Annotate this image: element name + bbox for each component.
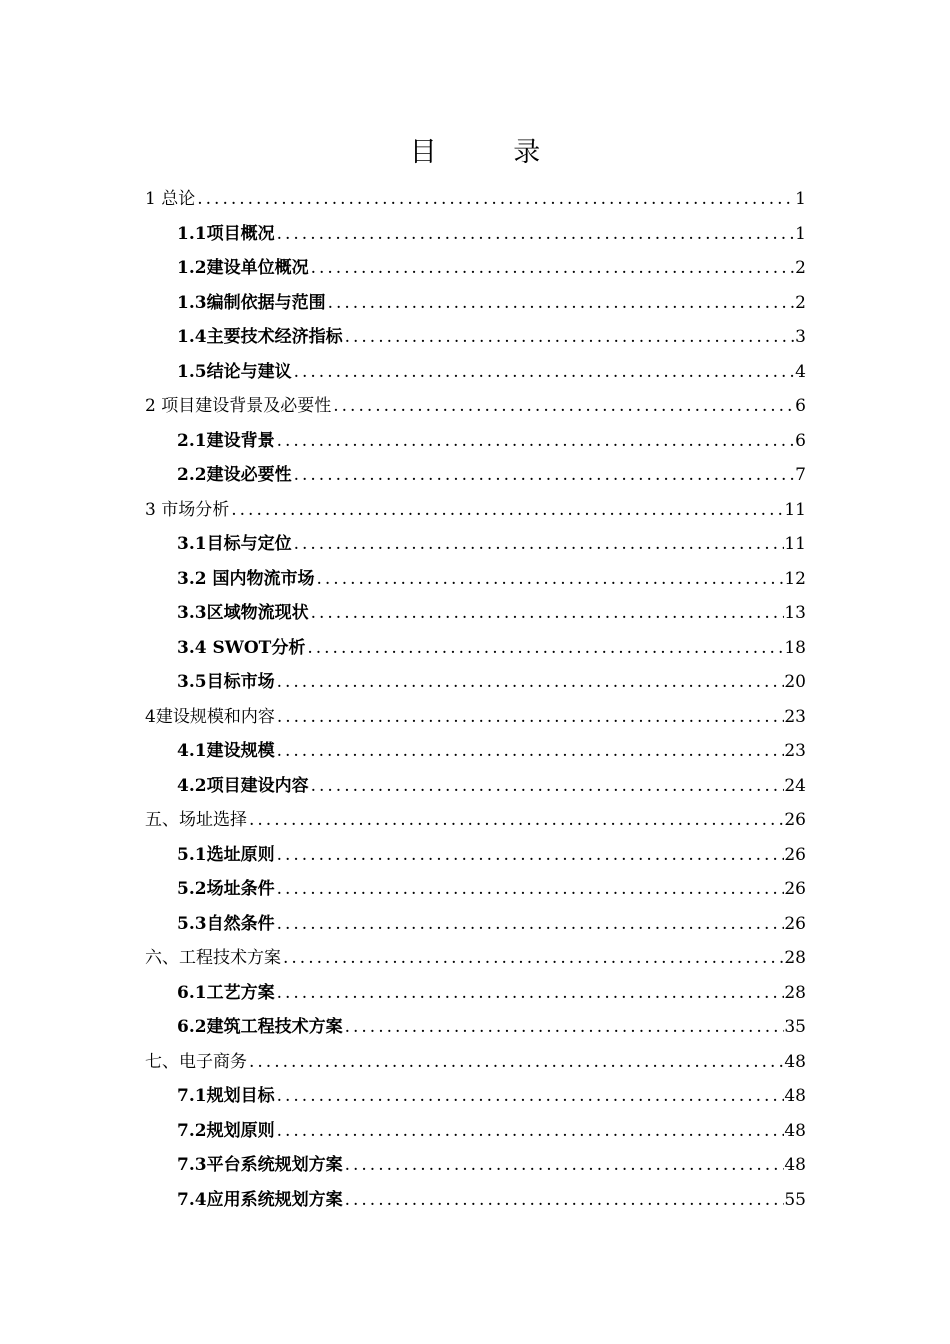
toc-entry[interactable] xyxy=(145,734,806,769)
toc-entry[interactable] xyxy=(145,596,806,631)
toc-entry-page: 28 xyxy=(784,982,806,1003)
toc-entry-page: 48 xyxy=(784,1120,806,1141)
toc-entry-label: 七、电子商务 xyxy=(145,1051,247,1072)
toc-entry-label: 4建设规模和内容 xyxy=(145,706,275,727)
dot-leader xyxy=(292,355,796,390)
toc-title: 目 录 xyxy=(409,137,575,168)
toc-entry-page: 4 xyxy=(795,361,806,382)
dot-leader xyxy=(195,182,795,217)
toc-entry-page: 1 xyxy=(795,189,806,209)
toc-entry-label: 3.4 SWOT分析 xyxy=(177,637,306,658)
dot-leader xyxy=(275,976,785,1011)
toc-entry-label: 5.2场址条件 xyxy=(177,879,275,899)
toc-entry[interactable] xyxy=(145,700,806,735)
toc-entry-page: 1 xyxy=(795,223,806,244)
toc-entry-label: 3 市场分析 xyxy=(145,499,230,520)
toc-entry[interactable] xyxy=(145,631,806,666)
toc-entry[interactable] xyxy=(145,1183,806,1218)
toc-entry[interactable] xyxy=(145,458,806,493)
dot-leader xyxy=(315,562,785,597)
toc-entry[interactable] xyxy=(145,1045,806,1080)
dot-leader xyxy=(275,734,785,769)
dot-leader xyxy=(292,458,796,493)
toc-entry-page: 11 xyxy=(784,499,806,520)
dot-leader xyxy=(275,217,796,252)
toc-entry[interactable] xyxy=(145,907,806,942)
toc-entry[interactable] xyxy=(145,1114,806,1149)
toc-entry-label: 2.1建设背景 xyxy=(177,430,275,451)
toc-entry[interactable] xyxy=(145,1010,806,1045)
toc-entry-page: 7 xyxy=(795,465,806,485)
toc-entry-page: 48 xyxy=(784,1086,806,1106)
dot-leader xyxy=(309,596,785,631)
toc-entry[interactable] xyxy=(145,665,806,700)
toc-entry-label: 4.1建设规模 xyxy=(177,741,275,761)
toc-entry-page: 35 xyxy=(784,1017,806,1037)
toc-entry-page: 26 xyxy=(784,810,806,830)
toc-entry-page: 26 xyxy=(784,844,806,865)
toc-entry-page: 26 xyxy=(784,879,806,899)
toc-entry-label: 1.5结论与建议 xyxy=(177,361,292,382)
toc-entry[interactable] xyxy=(145,527,806,562)
toc-entry[interactable] xyxy=(145,217,806,252)
toc-entry[interactable] xyxy=(145,1079,806,1114)
toc-entry-page: 26 xyxy=(784,913,806,934)
dot-leader xyxy=(247,1045,784,1080)
toc-entry-label: 6.1工艺方案 xyxy=(177,982,275,1003)
toc-entry-label: 4.2项目建设内容 xyxy=(177,775,309,796)
dot-leader xyxy=(343,1183,785,1218)
toc-entry[interactable] xyxy=(145,182,806,217)
toc-entry-page: 18 xyxy=(784,637,806,658)
toc-entry-label: 1 总论 xyxy=(145,189,196,209)
dot-leader xyxy=(343,320,796,355)
toc-entry-label: 3.2 国内物流市场 xyxy=(177,568,315,589)
toc-entry-label: 7.4应用系统规划方案 xyxy=(177,1189,343,1210)
toc-entry-page: 23 xyxy=(784,706,806,727)
toc-entry[interactable] xyxy=(145,976,806,1011)
dot-leader xyxy=(275,1079,785,1114)
toc-entry-page: 2 xyxy=(795,292,806,313)
toc-entry-page: 24 xyxy=(784,775,806,796)
dot-leader xyxy=(275,907,785,942)
dot-leader xyxy=(331,389,795,424)
toc-entry-page: 11 xyxy=(784,534,806,554)
toc-entry-label: 7.3平台系统规划方案 xyxy=(177,1155,343,1175)
dot-leader xyxy=(275,665,785,700)
toc-entry[interactable] xyxy=(145,941,806,976)
toc-entry[interactable] xyxy=(145,838,806,873)
toc-entry-page: 23 xyxy=(784,741,806,761)
toc-entry[interactable] xyxy=(145,355,806,390)
toc-entry[interactable] xyxy=(145,389,806,424)
dot-leader xyxy=(275,1114,785,1149)
toc-entry-label: 6.2建筑工程技术方案 xyxy=(177,1017,343,1037)
toc-entry-page: 48 xyxy=(784,1155,806,1175)
toc-entry-page: 13 xyxy=(784,603,806,623)
dot-leader xyxy=(275,424,796,459)
dot-leader xyxy=(275,700,785,735)
toc-entry-page: 48 xyxy=(784,1051,806,1072)
toc-entry-page: 6 xyxy=(795,430,806,451)
toc-entry-page: 20 xyxy=(784,672,806,692)
toc-entry-label: 六、工程技术方案 xyxy=(145,948,281,968)
toc-entry-page: 3 xyxy=(795,327,806,347)
toc-entry-label: 3.5目标市场 xyxy=(177,672,275,692)
toc-entry-label: 1.1项目概况 xyxy=(177,223,275,244)
toc-entry-label: 1.3编制依据与范围 xyxy=(177,292,326,313)
dot-leader xyxy=(343,1148,785,1183)
toc-entry-label: 1.2建设单位概况 xyxy=(177,258,309,278)
table-of-contents xyxy=(145,182,806,1217)
toc-entry[interactable] xyxy=(145,251,806,286)
dot-leader xyxy=(309,769,785,804)
toc-entry-page: 6 xyxy=(795,396,806,416)
toc-entry-label: 7.1规划目标 xyxy=(177,1086,275,1106)
toc-entry-label: 3.1目标与定位 xyxy=(177,534,292,554)
toc-entry-label: 1.4主要技术经济指标 xyxy=(177,327,343,347)
toc-entry[interactable] xyxy=(145,803,806,838)
toc-entry-label: 2.2建设必要性 xyxy=(177,465,292,485)
toc-entry[interactable] xyxy=(145,562,806,597)
toc-entry-label: 5.1选址原则 xyxy=(177,844,275,865)
toc-entry[interactable] xyxy=(145,1148,806,1183)
toc-entry-page: 28 xyxy=(784,948,806,968)
dot-leader xyxy=(247,803,784,838)
toc-entry-label: 2 项目建设背景及必要性 xyxy=(145,396,332,416)
toc-entry-label: 五、场址选择 xyxy=(145,810,247,830)
toc-entry-page: 2 xyxy=(795,258,806,278)
dot-leader xyxy=(229,493,784,528)
dot-leader xyxy=(275,838,785,873)
toc-entry[interactable] xyxy=(145,424,806,459)
toc-entry[interactable] xyxy=(145,493,806,528)
dot-leader xyxy=(275,872,785,907)
toc-entry-label: 5.3自然条件 xyxy=(177,913,275,934)
toc-entry-label: 7.2规划原则 xyxy=(177,1120,275,1141)
dot-leader xyxy=(343,1010,785,1045)
toc-entry[interactable] xyxy=(145,320,806,355)
dot-leader xyxy=(305,631,784,666)
toc-entry[interactable] xyxy=(145,872,806,907)
toc-entry[interactable] xyxy=(145,769,806,804)
toc-entry-label: 3.3区域物流现状 xyxy=(177,603,309,623)
dot-leader xyxy=(326,286,796,321)
dot-leader xyxy=(281,941,784,976)
dot-leader xyxy=(292,527,785,562)
dot-leader xyxy=(309,251,796,286)
toc-entry-page: 12 xyxy=(784,568,806,589)
toc-entry-page: 55 xyxy=(784,1189,806,1210)
toc-entry[interactable] xyxy=(145,286,806,321)
